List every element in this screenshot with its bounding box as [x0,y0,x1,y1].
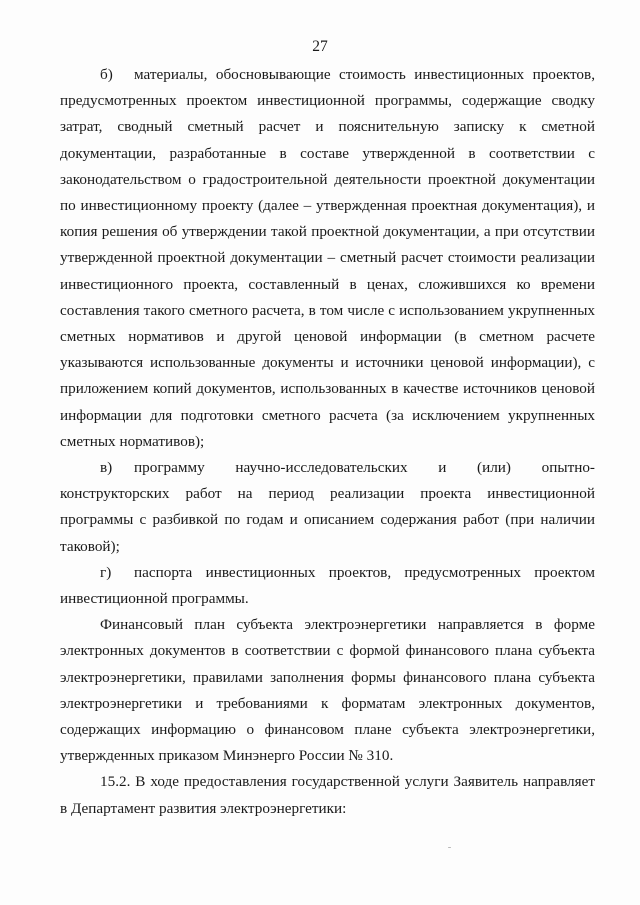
list-item-b [60,62,595,455]
list-item-letter: г) [100,563,112,581]
list-item-letter: в) [100,459,113,477]
list-item-v [60,455,595,560]
document-body [60,62,595,822]
scan-speck [448,847,451,848]
financial-plan-paragraph: Финансовый план субъекта электроэнергетики направляется в форме электронных документов в соответствии с формой финансового плана субъекта электроэнергетики, правилами заполнения формы финансового плана субъекта электроэнергетики и требованиями к форматам электронных документов, содержащих информацию о финансовом плане субъекта электроэнергетики, утвержденных приказом Минэнерго России № 310. [60,616,595,765]
list-item-text: паспорта инвестиционных проектов, предусмотренных проектом инвестиционной программы. [60,563,595,608]
list-item-text: программу научно-исследовательских и (или) опытно-конструкторских работ на период реализации проекта инвестиционной программы с разбивкой по годам и описанием содержания работ (при наличии таковой); [60,459,595,555]
list-item-text: материалы, обосновывающие стоимость инвестиционных проектов, предусмотренных проектом инвестиционной программы, содержащие сводку затрат, сводный сметный расчет и пояснительную записку к сметной документации, разработанные в составе утвержденной в соответствии с законодательством о градостроительной деятельности проектной документации по инвестиционному проекту (далее – утвержденная проектная документация), и копия решения об утверждении такой проектной документации, а при отсутствии утвержденной проектной документации – сметный расчет стоимости реализации инвестиционного проекта, составленный в ценах, сложившихся ко времени составления такого сметного расчета, в том числе с использованием укрупненных сметных нормативов и другой ценовой информации (в сметном расчете указываются использованные документы и источники ценовой информации), с приложением копий документов, использованных в качестве источников ценовой информации для подготовки сметного расчета (за исключением укрупненных сметных нормативов); [60,66,595,450]
list-item-g [60,560,595,612]
section-15-2-paragraph: 15.2. В ходе предоставления государственной услуги Заявитель направляет в Департамент развития электроэнергетики: [60,773,595,817]
page-number: 27 [312,38,328,55]
list-item-letter: б) [100,66,113,83]
